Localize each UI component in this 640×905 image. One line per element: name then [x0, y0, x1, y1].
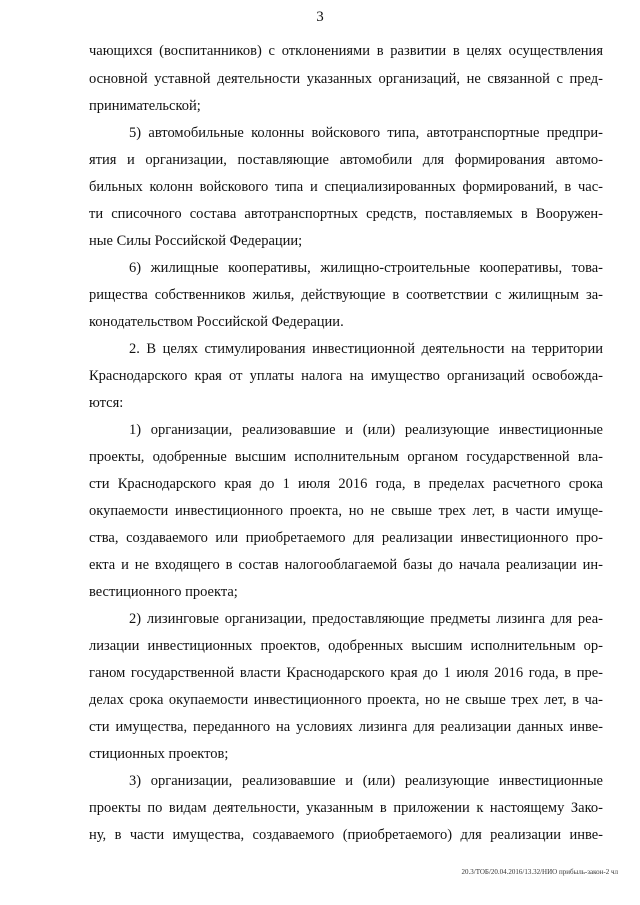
text-line: ятия и организации, поставляющие автомобили для формирования автомо-: [89, 152, 603, 168]
text-line: стиционных проектов;: [89, 746, 229, 762]
text-line: ные Силы Российской Федерации;: [89, 233, 303, 249]
text-line: сти имущества, переданного на условиях лизинга для реализации данных инве-: [89, 719, 603, 735]
text-line: 2) лизинговые организации, предоставляющие предметы лизинга для реа-: [129, 611, 603, 627]
text-line: лизации инвестиционных проектов, одобренных высшим исполнительным ор-: [89, 638, 603, 654]
page-number: 3: [316, 9, 324, 25]
text-line: екта и не входящего в состав налогооблагаемой базы до начала реализации ин-: [89, 557, 603, 573]
text-line: ти списочного состава автотранспортных средств, поставляемых в Вооружен-: [89, 206, 603, 222]
text-line: проекты по видам деятельности, указанным в приложении к настоящему Зако-: [89, 800, 603, 816]
text-line: ну, в части имущества, создаваемого (приобретаемого) для реализации инве-: [89, 827, 603, 843]
text-line: делах срока окупаемости инвестиционного проекта, но не свыше трех лет, в ча-: [89, 692, 603, 708]
text-line: 1) организации, реализовавшие и (или) реализующие инвестиционные: [129, 422, 603, 438]
text-line: основной уставной деятельности указанных организаций, не связанной с пред-: [89, 71, 603, 87]
text-line: 3) организации, реализовавшие и (или) реализующие инвестиционные: [129, 773, 603, 789]
document-footer-code: 20.3/ТОБ/20.04.2016/13.32/НИО прибыль-закон-2 чл: [461, 868, 618, 876]
text-line: конодательством Российской Федерации.: [89, 314, 344, 330]
text-line: окупаемости инвестиционного проекта, но не свыше трех лет, в части имуще-: [89, 503, 603, 519]
text-line: чающихся (воспитанников) с отклонениями в развитии в целях осуществления: [89, 43, 603, 59]
text-line: Краснодарского края от уплаты налога на имущество организаций освобожда-: [89, 368, 603, 384]
text-line: ства, создаваемого или приобретаемого для реализации инвестиционного про-: [89, 530, 603, 546]
text-line: 5) автомобильные колонны войскового типа, автотранспортные предпри-: [129, 125, 603, 141]
text-line: вестиционного проекта;: [89, 584, 238, 600]
text-line: сти Краснодарского края до 1 июля 2016 года, в пределах расчетного срока: [89, 476, 603, 492]
text-line: принимательской;: [89, 98, 201, 114]
text-line: рищества собственников жилья, действующие в соответствии с жилищным за-: [89, 287, 603, 303]
text-line: бильных колонн войскового типа и специализированных формирований, в час-: [89, 179, 603, 195]
text-line: ются:: [89, 395, 124, 411]
text-line: 6) жилищные кооперативы, жилищно-строительные кооперативы, това-: [129, 260, 603, 276]
text-line: ганом государственной власти Краснодарского края до 1 июля 2016 года, в пре-: [89, 665, 603, 681]
text-line: проекты, одобренные высшим исполнительным органом государственной вла-: [89, 449, 603, 465]
text-line: 2. В целях стимулирования инвестиционной деятельности на территории: [129, 341, 603, 357]
